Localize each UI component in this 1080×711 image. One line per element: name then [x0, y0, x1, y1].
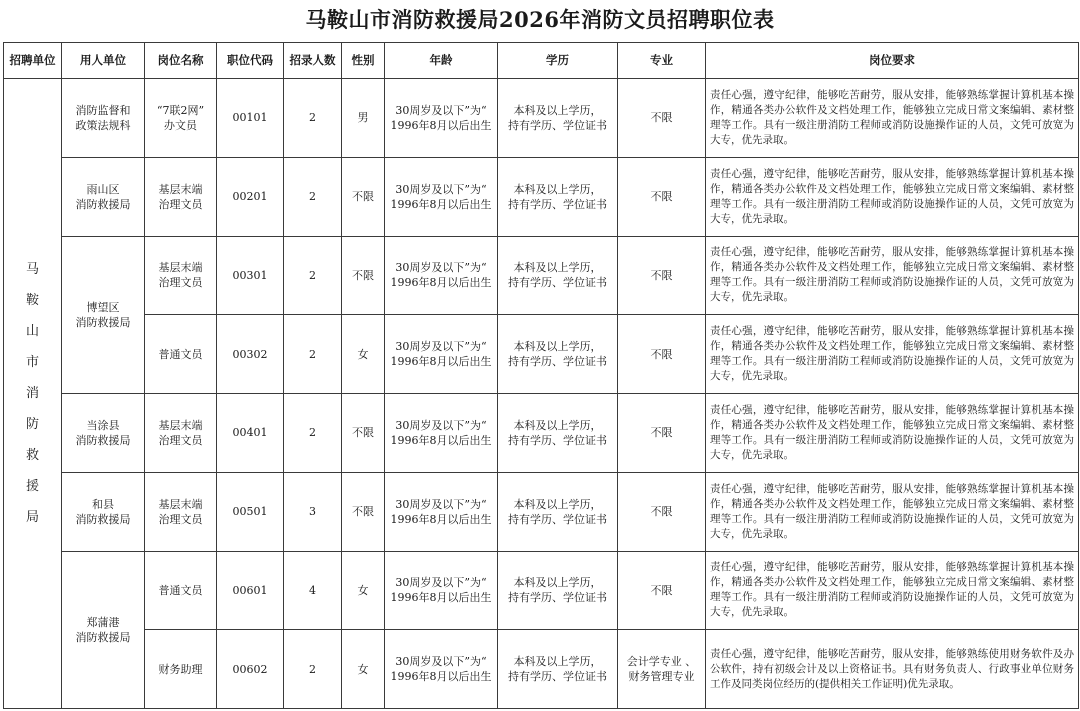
position-cell: 普通文员 [145, 315, 217, 394]
table-row [4, 157, 1079, 236]
employer-cell: 雨山区 消防救援局 [62, 157, 145, 236]
major-cell: 不限 [618, 472, 706, 551]
major-cell: 会计学专业 、 财务管理专业 [618, 630, 706, 709]
gender-cell: 女 [342, 551, 385, 630]
employer-cell: 博望区 消防救援局 [62, 236, 145, 394]
header-major: 专业 [618, 43, 706, 79]
major-cell: 不限 [618, 236, 706, 315]
education-cell: 本科及以上学历， 持有学历、学位证书 [498, 315, 618, 394]
requirements-cell: 责任心强，遵守纪律，能够吃苦耐劳，服从安排，能够熟练使用财务软件及办公软件，持有初级会计及以上资格证书。具有财务负责人、行政事业单位财务工作及同类岗位经历的(提供相关工作证明)优先录取。 [706, 630, 1079, 709]
table-row [4, 630, 1079, 709]
position-cell: 普通文员 [145, 551, 217, 630]
major-cell: 不限 [618, 551, 706, 630]
gender-cell: 不限 [342, 472, 385, 551]
count-cell: 2 [284, 79, 342, 158]
header-code: 职位代码 [217, 43, 284, 79]
code-cell: 00302 [217, 315, 284, 394]
recruiter-char: 局 [25, 510, 39, 525]
age-cell: 30周岁及以下”为“ 1996年8月以后出生 [385, 551, 498, 630]
table-row [4, 79, 1079, 158]
education-cell: 本科及以上学历， 持有学历、学位证书 [498, 472, 618, 551]
count-cell: 2 [284, 630, 342, 709]
education-cell: 本科及以上学历， 持有学历、学位证书 [498, 79, 618, 158]
major-cell: 不限 [618, 157, 706, 236]
header-education: 学历 [498, 43, 618, 79]
header-employer: 用人单位 [62, 43, 145, 79]
code-cell: 00601 [217, 551, 284, 630]
age-cell: 30周岁及以下”为“ 1996年8月以后出生 [385, 315, 498, 394]
gender-cell: 女 [342, 630, 385, 709]
employer-cell: 郑蒲港 消防救援局 [62, 551, 145, 709]
requirements-cell: 责任心强，遵守纪律，能够吃苦耐劳，服从安排，能够熟练掌握计算机基本操作，精通各类办公软件及文档处理工作，能够独立完成日常文案编辑、素材整理等工作。具有一级注册消防工程师或消防设施操作证的人员，文凭可放宽为大专，优先录取。 [706, 315, 1079, 394]
recruiter-char: 救 [25, 448, 39, 463]
header-age: 年龄 [385, 43, 498, 79]
count-cell: 2 [284, 236, 342, 315]
age-cell: 30周岁及以下”为“ 1996年8月以后出生 [385, 394, 498, 473]
major-cell: 不限 [618, 315, 706, 394]
position-cell: 基层末端 治理文员 [145, 394, 217, 473]
count-cell: 2 [284, 157, 342, 236]
recruiter-char: 防 [25, 417, 39, 432]
position-cell: 财务助理 [145, 630, 217, 709]
education-cell: 本科及以上学历， 持有学历、学位证书 [498, 157, 618, 236]
header-gender: 性别 [342, 43, 385, 79]
position-cell: 基层末端 治理文员 [145, 157, 217, 236]
code-cell: 00201 [217, 157, 284, 236]
employer-cell: 消防监督和 政策法规科 [62, 79, 145, 158]
table-row [4, 472, 1079, 551]
table-row [4, 551, 1079, 630]
recruiter-char: 鞍 [25, 293, 39, 308]
code-cell: 00501 [217, 472, 284, 551]
gender-cell: 不限 [342, 236, 385, 315]
age-cell: 30周岁及以下”为“ 1996年8月以后出生 [385, 472, 498, 551]
gender-cell: 不限 [342, 394, 385, 473]
code-cell: 00101 [217, 79, 284, 158]
recruiter-char: 山 [25, 324, 39, 339]
requirements-cell: 责任心强，遵守纪律，能够吃苦耐劳，服从安排，能够熟练掌握计算机基本操作，精通各类办公软件及文档处理工作，能够独立完成日常文案编辑、素材整理等工作。具有一级注册消防工程师或消防设施操作证的人员，文凭可放宽为大专，优先录取。 [706, 79, 1079, 158]
count-cell: 2 [284, 394, 342, 473]
code-cell: 00401 [217, 394, 284, 473]
major-cell: 不限 [618, 79, 706, 158]
requirements-cell: 责任心强，遵守纪律，能够吃苦耐劳，服从安排，能够熟练掌握计算机基本操作，精通各类办公软件及文档处理工作，能够独立完成日常文案编辑、素材整理等工作。具有一级注册消防工程师或消防设施操作证的人员，文凭可放宽为大专，优先录取。 [706, 394, 1079, 473]
table-row [4, 236, 1079, 315]
employer-cell: 和县 消防救援局 [62, 472, 145, 551]
code-cell: 00602 [217, 630, 284, 709]
page-title: 马鞍山市消防救援局2026年消防文员招聘职位表 [305, 7, 775, 32]
gender-cell: 男 [342, 79, 385, 158]
requirements-cell: 责任心强，遵守纪律，能够吃苦耐劳，服从安排，能够熟练掌握计算机基本操作，精通各类办公软件及文档处理工作，能够独立完成日常文案编辑、素材整理等工作。具有一级注册消防工程师或消防设施操作证的人员，文凭可放宽为大专，优先录取。 [706, 551, 1079, 630]
recruiter-char: 消 [25, 386, 39, 401]
count-cell: 2 [284, 315, 342, 394]
gender-cell: 不限 [342, 157, 385, 236]
education-cell: 本科及以上学历， 持有学历、学位证书 [498, 551, 618, 630]
table-row [4, 315, 1079, 394]
education-cell: 本科及以上学历， 持有学历、学位证书 [498, 394, 618, 473]
header-count: 招录人数 [284, 43, 342, 79]
count-cell: 3 [284, 472, 342, 551]
education-cell: 本科及以上学历， 持有学历、学位证书 [498, 630, 618, 709]
header-requirements: 岗位要求 [706, 43, 1079, 79]
count-cell: 4 [284, 551, 342, 630]
position-cell: “7联2网” 办文员 [145, 79, 217, 158]
header-recruiter: 招聘单位 [4, 43, 62, 79]
gender-cell: 女 [342, 315, 385, 394]
education-cell: 本科及以上学历， 持有学历、学位证书 [498, 236, 618, 315]
requirements-cell: 责任心强，遵守纪律，能够吃苦耐劳，服从安排，能够熟练掌握计算机基本操作，精通各类办公软件及文档处理工作，能够独立完成日常文案编辑、素材整理等工作。具有一级注册消防工程师或消防设施操作证的人员，文凭可放宽为大专，优先录取。 [706, 236, 1079, 315]
age-cell: 30周岁及以下”为“ 1996年8月以后出生 [385, 157, 498, 236]
recruiter-char: 市 [25, 355, 39, 370]
age-cell: 30周岁及以下”为“ 1996年8月以后出生 [385, 630, 498, 709]
table-header-row [4, 43, 1079, 79]
recruiter-char: 马 [25, 262, 39, 277]
requirements-cell: 责任心强，遵守纪律，能够吃苦耐劳，服从安排，能够熟练掌握计算机基本操作，精通各类办公软件及文档处理工作，能够独立完成日常文案编辑、素材整理等工作。具有一级注册消防工程师或消防设施操作证的人员，文凭可放宽为大专，优先录取。 [706, 472, 1079, 551]
code-cell: 00301 [217, 236, 284, 315]
position-cell: 基层末端 治理文员 [145, 472, 217, 551]
recruiter-char: 援 [25, 479, 39, 494]
employer-cell: 当涂县 消防救援局 [62, 394, 145, 473]
major-cell: 不限 [618, 394, 706, 473]
recruiter-cell [4, 79, 62, 709]
header-position: 岗位名称 [145, 43, 217, 79]
position-cell: 基层末端 治理文员 [145, 236, 217, 315]
table-row [4, 394, 1079, 473]
recruitment-table [3, 42, 1079, 709]
age-cell: 30周岁及以下”为“ 1996年8月以后出生 [385, 79, 498, 158]
age-cell: 30周岁及以下”为“ 1996年8月以后出生 [385, 236, 498, 315]
requirements-cell: 责任心强，遵守纪律，能够吃苦耐劳，服从安排，能够熟练掌握计算机基本操作，精通各类办公软件及文档处理工作，能够独立完成日常文案编辑、素材整理等工作。具有一级注册消防工程师或消防设施操作证的人员，文凭可放宽为大专，优先录取。 [706, 157, 1079, 236]
